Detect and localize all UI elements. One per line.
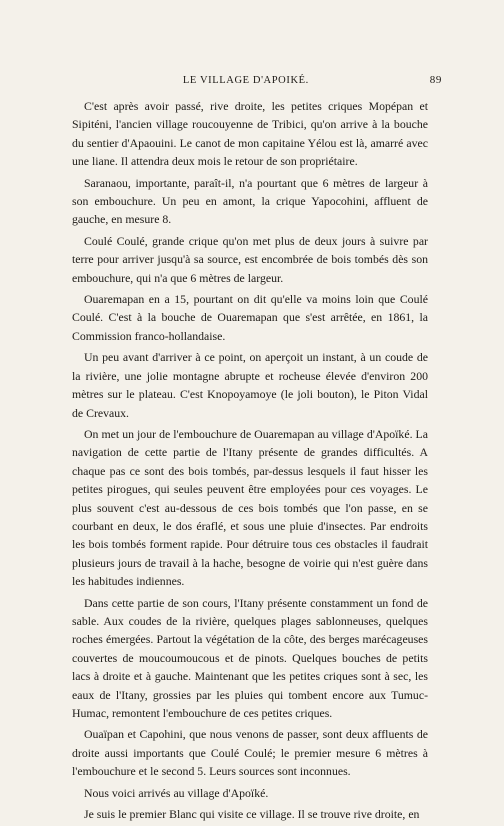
paragraph: Dans cette partie de son cours, l'Itany présente constamment un fond de sable. Aux coudes de la rivière, quelques plages sablonneuses, quelques roches émergées. Partout la végétation de la côte, des berges marécageuses couvertes de moucoumoucous et de pinots. Quelques bouches de petits lacs à droite et à gauche. Maintenant que les petites criques sont à sec, les eaux de l'Itany, grossies par les pluies qui tombent encore aux Tumuc-Humac, remontent l'embouchure de ces petites criques. bbox=[72, 595, 428, 720]
paragraph: Un peu avant d'arriver à ce point, on aperçoit un instant, à un coude de la rivière, une jolie montagne abrupte et rocheuse élevée d'environ 200 mètres sur le plateau. C'est Knopoyamoye (le joli bouton), le Piton Vidal de Crevaux. bbox=[72, 350, 428, 420]
paragraph: Nous voici arrivés au village d'Apoïké. bbox=[84, 785, 269, 800]
page-body bbox=[72, 97, 428, 826]
paragraph: Ouaïpan et Capohini, que nous venons de passer, sont deux affluents de droite aussi importants que Coulé Coulé; le premier mesure 6 mètres à l'embouchure et le second 5. Leurs sources sont inconnues. bbox=[72, 727, 428, 779]
page-number: 89 bbox=[429, 74, 442, 86]
paragraph: On met un jour de l'embouchure de Ouaremapan au village d'Apoïké. La navigation de cette partie de l'Itany présente de grandes difficultés. A chaque pas ce sont des bois tombés, par-dessus lesquels il faut hisser les petites pirogues, qui seules peuvent être employées pour ces voyages. Le plus souvent c'est au-dessous de ces bois tombés que l'on passe, en se courbant en deux, le dos éraflé, et sous une pluie d'insectes. Par endroits les bois tombés forment rapide. Pour détruire tous ces obstacles il faudrait plusieurs jours de travail à la hache, besogne de voirie qui n'est guère dans les habitudes indiennes. bbox=[72, 426, 428, 589]
paragraph: Saranaou, importante, paraît-il, n'a pourtant que 6 mètres de largeur à son embouchure. Un peu en amont, la crique Yapocohini, affluent de gauche, en mesure 8. bbox=[72, 175, 428, 227]
running-header bbox=[62, 74, 442, 86]
paragraph: C'est après avoir passé, rive droite, les petites criques Mopépan et Sipiténi, l'ancien village roucouyenne de Tribici, qu'on arrive à la bouche du sentier d'Apaouini. Le canot de mon capitaine Yélou est là, amarré avec une liane. Il attendra deux mois le retour de son propriétaire. bbox=[72, 99, 428, 169]
paragraph: Ouaremapan en a 15, pourtant on dit qu'elle va moins loin que Coulé Coulé. C'est à la bouche de Ouaremapan que s'est arrêtée, en 1861, la Commission franco-hollandaise. bbox=[72, 292, 428, 343]
paragraph: Coulé Coulé, grande crique qu'on met plus de deux jours à suivre par terre pour arriver jusqu'à sa source, est encombrée de bois tombés dès son embouchure, qui n'a que 6 mètres de largeur. bbox=[72, 233, 428, 285]
running-title: LE VILLAGE D'APOIKÉ. bbox=[182, 75, 309, 86]
paragraph: Je suis le premier Blanc qui visite ce village. Il se trouve rive droite, en bbox=[84, 807, 420, 822]
